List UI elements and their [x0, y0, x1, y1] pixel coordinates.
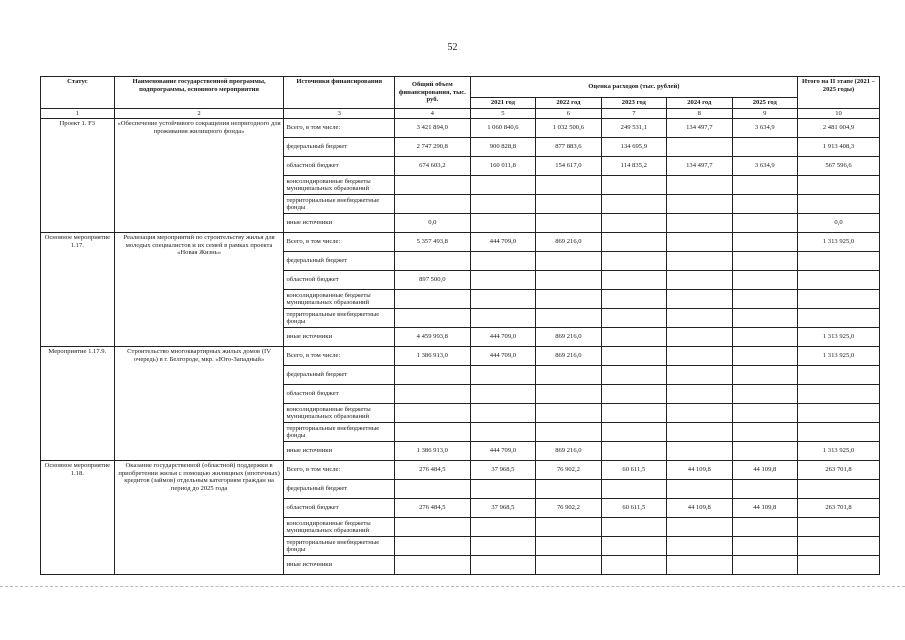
- year-2021-cell: 37 968,5: [470, 499, 535, 518]
- header-name: Наименование государственной программы, подпрограммы, основного мероприятия: [114, 77, 284, 109]
- year-2022-cell: [536, 195, 601, 214]
- stage-total-cell: [798, 404, 880, 423]
- total-cell: [394, 176, 470, 195]
- year-2025-cell: [732, 271, 798, 290]
- year-2025-cell: [732, 537, 798, 556]
- column-number: 10: [798, 108, 880, 119]
- source-cell: иные источники: [284, 556, 394, 575]
- stage-total-cell: 1 313 925,0: [798, 347, 880, 366]
- source-cell: консолидированные бюджеты муниципальных образований: [284, 404, 394, 423]
- stage-total-cell: [798, 195, 880, 214]
- header-estimate: Оценка расходов (тыс. рублей): [470, 77, 797, 98]
- year-2023-cell: [601, 233, 666, 252]
- header-row: [41, 77, 880, 98]
- year-2024-cell: 134 497,7: [667, 157, 732, 176]
- year-2022-cell: [536, 366, 601, 385]
- year-2021-cell: [470, 252, 535, 271]
- source-cell: территориальные внебюджетные фонды: [284, 309, 394, 328]
- column-numbers-row: [41, 108, 880, 119]
- total-cell: 1 386 913,0: [394, 347, 470, 366]
- year-2025-cell: 3 634,9: [732, 157, 798, 176]
- year-2024-cell: [667, 233, 732, 252]
- year-2024-cell: [667, 556, 732, 575]
- year-2022-cell: 1 032 500,6: [536, 119, 601, 138]
- year-2023-cell: [601, 309, 666, 328]
- program-name-cell: «Обеспечение устойчивого сокращения непригодного для проживания жилищного фонда»: [114, 119, 284, 233]
- year-2025-cell: [732, 290, 798, 309]
- column-number: 9: [732, 108, 798, 119]
- year-2024-cell: [667, 195, 732, 214]
- stage-total-cell: [798, 252, 880, 271]
- year-2023-cell: [601, 195, 666, 214]
- year-2022-cell: [536, 556, 601, 575]
- status-cell: Проект 1. F3: [41, 119, 115, 233]
- stage-total-cell: [798, 366, 880, 385]
- source-cell: Всего, в том числе:: [284, 347, 394, 366]
- year-2025-cell: [732, 366, 798, 385]
- year-2024-cell: [667, 442, 732, 461]
- year-2024-cell: [667, 423, 732, 442]
- year-2023-cell: [601, 328, 666, 347]
- year-2025-cell: [732, 423, 798, 442]
- year-2022-cell: [536, 423, 601, 442]
- column-number: 8: [667, 108, 732, 119]
- source-cell: иные источники: [284, 328, 394, 347]
- year-2021-cell: [470, 480, 535, 499]
- total-cell: 5 357 493,8: [394, 233, 470, 252]
- year-2023-cell: 134 695,9: [601, 138, 666, 157]
- total-cell: 4 459 993,8: [394, 328, 470, 347]
- source-cell: иные источники: [284, 214, 394, 233]
- source-cell: консолидированные бюджеты муниципальных образований: [284, 518, 394, 537]
- year-2025-cell: [732, 347, 798, 366]
- stage-total-cell: 1 313 925,0: [798, 233, 880, 252]
- year-2022-cell: [536, 537, 601, 556]
- total-cell: 3 421 894,0: [394, 119, 470, 138]
- total-cell: [394, 537, 470, 556]
- year-2022-cell: 869 216,0: [536, 233, 601, 252]
- source-cell: территориальные внебюджетные фонды: [284, 195, 394, 214]
- table-row: [41, 119, 880, 138]
- year-2021-cell: 900 828,8: [470, 138, 535, 157]
- stage-total-cell: [798, 290, 880, 309]
- column-number: 3: [284, 108, 394, 119]
- year-2024-cell: [667, 518, 732, 537]
- year-2022-cell: 869 216,0: [536, 347, 601, 366]
- header-source: Источники финансирования: [284, 77, 394, 109]
- column-number: 5: [470, 108, 535, 119]
- total-cell: [394, 309, 470, 328]
- stage-total-cell: 263 701,8: [798, 461, 880, 480]
- header-stage-total: Итого на II этапе (2021 – 2025 годы): [798, 77, 880, 109]
- header-year: 2025 год: [732, 98, 798, 109]
- year-2023-cell: [601, 537, 666, 556]
- total-cell: [394, 195, 470, 214]
- stage-total-cell: [798, 537, 880, 556]
- year-2023-cell: [601, 290, 666, 309]
- year-2025-cell: [732, 233, 798, 252]
- stage-total-cell: 1 313 925,0: [798, 328, 880, 347]
- year-2025-cell: [732, 309, 798, 328]
- stage-total-cell: 567 596,6: [798, 157, 880, 176]
- year-2021-cell: 444 709,0: [470, 442, 535, 461]
- source-cell: консолидированные бюджеты муниципальных образований: [284, 176, 394, 195]
- source-cell: Всего, в том числе:: [284, 119, 394, 138]
- year-2022-cell: 76 902,2: [536, 499, 601, 518]
- status-cell: Основное мероприятие 1.17.: [41, 233, 115, 347]
- year-2024-cell: [667, 290, 732, 309]
- year-2025-cell: [732, 214, 798, 233]
- year-2024-cell: 44 109,8: [667, 499, 732, 518]
- year-2022-cell: [536, 480, 601, 499]
- year-2022-cell: [536, 176, 601, 195]
- year-2025-cell: [732, 556, 798, 575]
- column-number: 1: [41, 108, 115, 119]
- year-2023-cell: [601, 385, 666, 404]
- stage-total-cell: [798, 556, 880, 575]
- source-cell: федеральный бюджет: [284, 480, 394, 499]
- financing-table: [40, 76, 880, 575]
- year-2024-cell: [667, 480, 732, 499]
- year-2025-cell: [732, 176, 798, 195]
- total-cell: [394, 556, 470, 575]
- status-cell: Основное мероприятие 1.18.: [41, 461, 115, 575]
- stage-total-cell: 1 913 408,3: [798, 138, 880, 157]
- year-2024-cell: [667, 309, 732, 328]
- year-2024-cell: [667, 347, 732, 366]
- year-2025-cell: [732, 518, 798, 537]
- table-row: [41, 233, 880, 252]
- header-status: Статус: [41, 77, 115, 109]
- year-2022-cell: [536, 214, 601, 233]
- column-number: 4: [394, 108, 470, 119]
- year-2022-cell: [536, 385, 601, 404]
- year-2022-cell: [536, 404, 601, 423]
- header-year: 2021 год: [470, 98, 535, 109]
- year-2024-cell: [667, 271, 732, 290]
- column-number: 2: [114, 108, 284, 119]
- year-2025-cell: [732, 252, 798, 271]
- source-cell: федеральный бюджет: [284, 138, 394, 157]
- year-2023-cell: 114 835,2: [601, 157, 666, 176]
- year-2024-cell: [667, 404, 732, 423]
- table-body: [41, 119, 880, 575]
- year-2021-cell: [470, 556, 535, 575]
- year-2022-cell: 877 883,6: [536, 138, 601, 157]
- year-2023-cell: [601, 214, 666, 233]
- year-2024-cell: [667, 252, 732, 271]
- year-2021-cell: [470, 366, 535, 385]
- source-cell: федеральный бюджет: [284, 252, 394, 271]
- total-cell: [394, 252, 470, 271]
- year-2021-cell: [470, 290, 535, 309]
- year-2021-cell: 444 709,0: [470, 347, 535, 366]
- year-2025-cell: [732, 442, 798, 461]
- source-cell: территориальные внебюджетные фонды: [284, 537, 394, 556]
- year-2021-cell: [470, 404, 535, 423]
- year-2025-cell: [732, 328, 798, 347]
- total-cell: [394, 404, 470, 423]
- year-2024-cell: [667, 537, 732, 556]
- stage-total-cell: [798, 480, 880, 499]
- year-2025-cell: [732, 385, 798, 404]
- header-year: 2024 год: [667, 98, 732, 109]
- total-cell: 2 747 290,8: [394, 138, 470, 157]
- source-cell: федеральный бюджет: [284, 366, 394, 385]
- year-2022-cell: [536, 271, 601, 290]
- program-name-cell: Реализация мероприятий по строительству жилья для молодых специалистов и их семей в рамках проекта «Новая Жизнь»: [114, 233, 284, 347]
- year-2022-cell: [536, 518, 601, 537]
- year-2021-cell: [470, 423, 535, 442]
- year-2025-cell: 44 109,8: [732, 461, 798, 480]
- year-2024-cell: [667, 176, 732, 195]
- year-2023-cell: [601, 404, 666, 423]
- year-2021-cell: [470, 195, 535, 214]
- stage-total-cell: 263 701,8: [798, 499, 880, 518]
- year-2022-cell: [536, 252, 601, 271]
- total-cell: 276 484,5: [394, 461, 470, 480]
- stage-total-cell: [798, 309, 880, 328]
- stage-total-cell: 0,0: [798, 214, 880, 233]
- year-2022-cell: 869 216,0: [536, 328, 601, 347]
- header-total: Общий объем финансирования, тыс. руб.: [394, 77, 470, 109]
- source-cell: областной бюджет: [284, 385, 394, 404]
- year-2023-cell: [601, 518, 666, 537]
- year-2023-cell: 60 611,5: [601, 461, 666, 480]
- total-cell: 674 603,2: [394, 157, 470, 176]
- year-2025-cell: [732, 195, 798, 214]
- total-cell: [394, 518, 470, 537]
- year-2023-cell: [601, 556, 666, 575]
- year-2022-cell: 154 617,0: [536, 157, 601, 176]
- source-cell: областной бюджет: [284, 271, 394, 290]
- year-2021-cell: [470, 176, 535, 195]
- year-2022-cell: [536, 309, 601, 328]
- page-cut-line: [0, 586, 905, 587]
- year-2023-cell: 249 531,1: [601, 119, 666, 138]
- column-number: 6: [536, 108, 601, 119]
- source-cell: областной бюджет: [284, 157, 394, 176]
- program-name-cell: Оказание государственной (областной) поддержки в приобретении жилья с помощью жилищных (ипотечных) кредитов (займов) отдельным категориям граждан на период до 2025 года: [114, 461, 284, 575]
- column-number: 7: [601, 108, 666, 119]
- header-year: 2023 год: [601, 98, 666, 109]
- year-2021-cell: 160 011,8: [470, 157, 535, 176]
- total-cell: 276 484,5: [394, 499, 470, 518]
- year-2024-cell: 134 497,7: [667, 119, 732, 138]
- status-cell: Мероприятие 1.17.9.: [41, 347, 115, 461]
- source-cell: Всего, в том числе:: [284, 461, 394, 480]
- total-cell: 897 500,0: [394, 271, 470, 290]
- total-cell: [394, 480, 470, 499]
- stage-total-cell: [798, 176, 880, 195]
- year-2023-cell: [601, 252, 666, 271]
- year-2021-cell: 444 709,0: [470, 328, 535, 347]
- year-2025-cell: 44 109,8: [732, 499, 798, 518]
- year-2023-cell: [601, 271, 666, 290]
- source-cell: консолидированные бюджеты муниципальных образований: [284, 290, 394, 309]
- source-cell: Всего, в том числе:: [284, 233, 394, 252]
- year-2024-cell: [667, 214, 732, 233]
- table-row: [41, 347, 880, 366]
- source-cell: иные источники: [284, 442, 394, 461]
- year-2023-cell: [601, 347, 666, 366]
- total-cell: [394, 423, 470, 442]
- year-2022-cell: 76 902,2: [536, 461, 601, 480]
- total-cell: [394, 366, 470, 385]
- stage-total-cell: [798, 385, 880, 404]
- stage-total-cell: [798, 423, 880, 442]
- year-2021-cell: 444 709,0: [470, 233, 535, 252]
- year-2021-cell: [470, 271, 535, 290]
- stage-total-cell: 1 313 925,0: [798, 442, 880, 461]
- year-2022-cell: [536, 290, 601, 309]
- program-name-cell: Строительство многоквартирных жилых домов (IV очередь) в г. Белгороде, мкр. «Юго-Западный»: [114, 347, 284, 461]
- year-2025-cell: [732, 404, 798, 423]
- year-2023-cell: [601, 366, 666, 385]
- year-2022-cell: 869 216,0: [536, 442, 601, 461]
- year-2025-cell: [732, 480, 798, 499]
- year-2023-cell: [601, 480, 666, 499]
- table-row: [41, 461, 880, 480]
- year-2025-cell: [732, 138, 798, 157]
- source-cell: территориальные внебюджетные фонды: [284, 423, 394, 442]
- year-2021-cell: [470, 309, 535, 328]
- year-2023-cell: [601, 423, 666, 442]
- stage-total-cell: 2 481 004,9: [798, 119, 880, 138]
- year-2025-cell: 3 634,9: [732, 119, 798, 138]
- year-2024-cell: [667, 328, 732, 347]
- year-2024-cell: 44 109,8: [667, 461, 732, 480]
- header-year: 2022 год: [536, 98, 601, 109]
- year-2023-cell: [601, 176, 666, 195]
- stage-total-cell: [798, 271, 880, 290]
- year-2024-cell: [667, 138, 732, 157]
- page-number: 52: [447, 42, 458, 53]
- stage-total-cell: [798, 518, 880, 537]
- year-2023-cell: 60 611,5: [601, 499, 666, 518]
- total-cell: [394, 290, 470, 309]
- year-2021-cell: [470, 385, 535, 404]
- total-cell: 1 386 913,0: [394, 442, 470, 461]
- year-2021-cell: [470, 214, 535, 233]
- year-2021-cell: 37 968,5: [470, 461, 535, 480]
- total-cell: 0,0: [394, 214, 470, 233]
- source-cell: областной бюджет: [284, 499, 394, 518]
- total-cell: [394, 385, 470, 404]
- year-2021-cell: 1 060 840,6: [470, 119, 535, 138]
- year-2024-cell: [667, 366, 732, 385]
- year-2023-cell: [601, 442, 666, 461]
- year-2021-cell: [470, 518, 535, 537]
- year-2024-cell: [667, 385, 732, 404]
- year-2021-cell: [470, 537, 535, 556]
